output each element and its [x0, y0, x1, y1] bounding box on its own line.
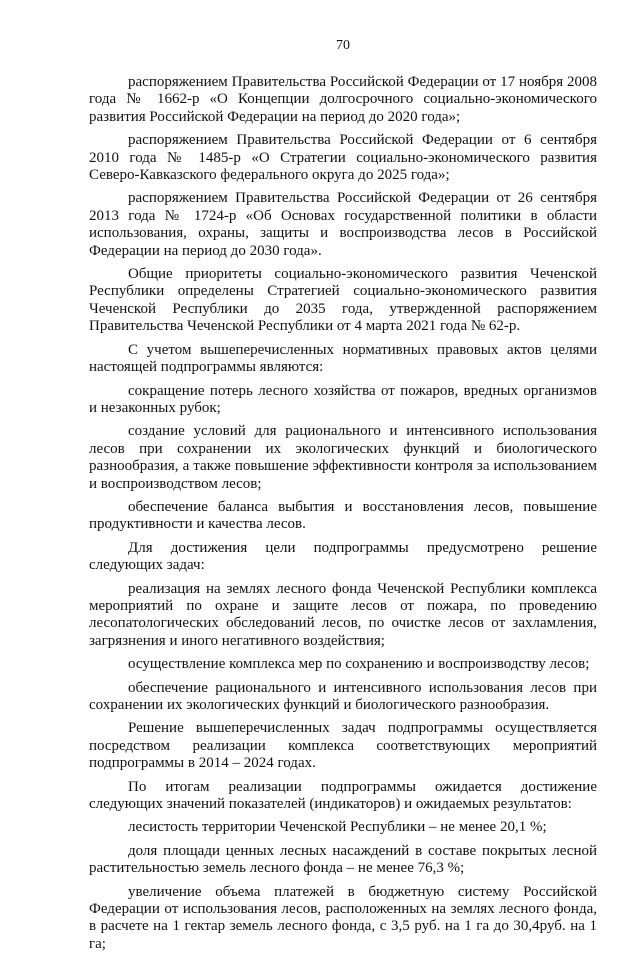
paragraph: лесистость территории Чеченской Республики – не менее 20,1 %;: [128, 819, 547, 836]
paragraph: осуществление комплекса мер по сохранению и воспроизводству лесов;: [128, 656, 590, 673]
paragraph: реализация на землях лесного фонда Чеченской Республики комплекса мероприятий по охране и защите лесов от пожара, по проведению лесопатологических обследований лесов, по очистке лесов от захламления, загрязнения и иного негативного воздействия;: [89, 580, 597, 649]
paragraph: увеличение объема платежей в бюджетную систему Российской Федерации от использования лесов, расположенных на землях лесного фонда, в расчете на 1 гектар земель лесного фонда, с 3,5 руб. на 1 га до 30,4руб. на 1 га;: [89, 883, 597, 952]
paragraph: создание условий для рационального и интенсивного использования лесов при сохранении их экологических функций и биологического разнообразия, а также повышение эффективности контроля за использованием и воспроизводством лесов;: [89, 423, 597, 492]
page-number: 70: [336, 38, 350, 53]
paragraph: распоряжением Правительства Российской Федерации от 17 ноября 2008 года № 1662-р «О Концепции долгосрочного социально-экономического развития Российской Федерации на период до 2020 года»;: [89, 74, 597, 125]
paragraph: распоряжением Правительства Российской Федерации от 6 сентября 2010 года № 1485-р «О Стратегии социально-экономического развития Северо-Кавказского федерального округа до 2025 года»;: [89, 132, 597, 184]
paragraph: распоряжением Правительства Российской Федерации от 26 сентября 2013 года № 1724-р «Об Основах государственной политики в области использования, охраны, защиты и воспроизводства лесов в Российской Федерации на период до 2030 года».: [89, 190, 597, 259]
paragraph: Общие приоритеты социально-экономического развития Чеченской Республики определены Стратегией социально-экономического развития Чеченской Республики до 2035 года, утвержденной распоряжением Правительства Чеченской Республики от 4 марта 2021 года № 62-р.: [89, 266, 597, 335]
paragraph: С учетом вышеперечисленных нормативных правовых актов целями настоящей подпрограммы являются:: [89, 341, 597, 376]
paragraph: Решение вышеперечисленных задач подпрограммы осуществляется посредством реализации комплекса соответствующих мероприятий подпрограммы в 2014 – 2024 годах.: [89, 720, 597, 772]
paragraph: сокращение потерь лесного хозяйства от пожаров, вредных организмов и незаконных рубок;: [89, 382, 597, 416]
paragraph: доля площади ценных лесных насаждений в составе покрытых лесной растительностью земель лесного фонда – не менее 76,3 %;: [89, 842, 597, 877]
paragraph: обеспечение баланса выбытия и восстановления лесов, повышение продуктивности и качества лесов.: [89, 498, 597, 533]
paragraph: Для достижения цели подпрограммы предусмотрено решение следующих задач:: [89, 539, 597, 574]
paragraph: По итогам реализации подпрограммы ожидается достижение следующих значений показателей (индикаторов) и ожидаемых результатов:: [89, 778, 597, 813]
document-page: [89, 0, 597, 953]
paragraph: обеспечение рационального и интенсивного использования лесов при сохранении их экологических функций и биологического разнообразия.: [89, 679, 597, 713]
